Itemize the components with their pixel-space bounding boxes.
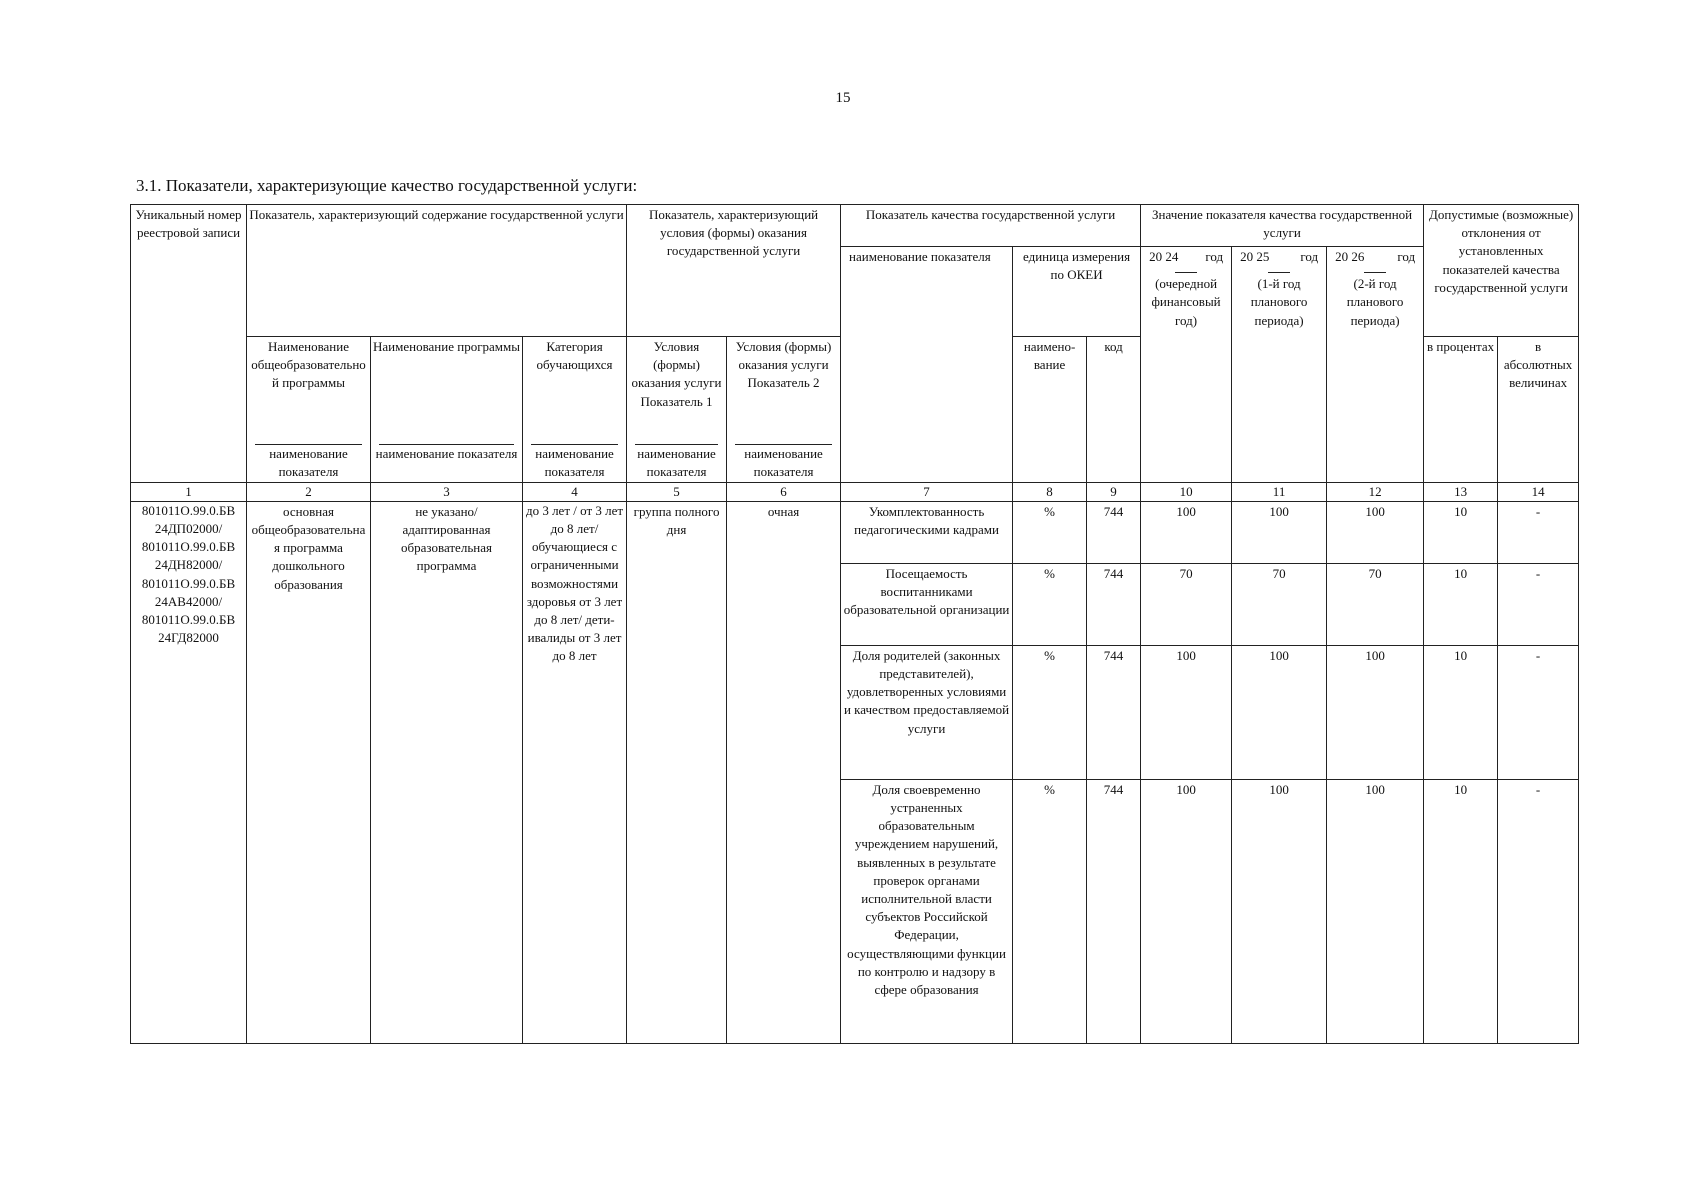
header-indicator-name-4: наименование показателя — [523, 443, 627, 483]
header-unit: единица измерения по ОКЕИ — [1013, 247, 1141, 337]
indicator-deviation-absolute: - — [1498, 645, 1579, 779]
indicator-code: 744 — [1087, 563, 1141, 645]
registry-number: 801011О.99.0.БВ 24ДП02000/ 801011О.99.0.БВ 24ДН82000/ 801011О.99.0.БВ 24АВ42000/ 801011О.99.0.БВ 24ГД82000 — [131, 501, 247, 1043]
column-number: 5 — [627, 482, 727, 501]
indicator-deviation-absolute: - — [1498, 501, 1579, 563]
indicator-deviation-percent: 10 — [1424, 779, 1498, 1043]
header-program-type: Наименование общеобразовательной программы — [247, 337, 371, 443]
column-number: 13 — [1424, 482, 1498, 501]
header-year-2024 — [1141, 247, 1232, 483]
indicator-unit: % — [1013, 563, 1087, 645]
column-number: 12 — [1327, 482, 1424, 501]
year-2024-label: (очередной финансовый год) — [1151, 276, 1221, 328]
column-number: 1 — [131, 482, 247, 501]
column-number: 10 — [1141, 482, 1232, 501]
indicator-value-2024: 100 — [1141, 779, 1232, 1043]
column-number: 11 — [1232, 482, 1327, 501]
indicator-deviation-absolute: - — [1498, 779, 1579, 1043]
header-indicator-name-2: наименование показателя — [247, 443, 371, 483]
column-number: 3 — [371, 482, 523, 501]
indicator-value-2026: 100 — [1327, 645, 1424, 779]
indicator-value-2026: 100 — [1327, 501, 1424, 563]
indicator-name: Доля родителей (законных представителей), удовлетворенных условиями и качеством предоставляемой услуги — [841, 645, 1013, 779]
header-quality-group: Показатель качества государственной услуги — [841, 205, 1141, 247]
category: до 3 лет / от 3 лет до 8 лет/ обучающиеся с ограниченными возможностями здоровья от 3 лет до 8 лет/ дети-ивалиды от 3 лет до 8 лет — [523, 501, 627, 1043]
header-deviation-group: Допустимые (возможные) отклонения от установленных показателей качества государственной услуги — [1424, 205, 1579, 337]
indicator-value-2024: 70 — [1141, 563, 1232, 645]
year-2024-word: год — [1205, 249, 1224, 264]
indicator-value-2025: 70 — [1232, 563, 1327, 645]
column-numbers-row — [131, 482, 1579, 501]
indicator-deviation-absolute: - — [1498, 563, 1579, 645]
header-deviation-percent: в процентах — [1424, 337, 1498, 483]
header-registry-number: Уникальный номер реестровой записи — [131, 205, 247, 483]
year-2026-number: 20 26 — [1335, 249, 1365, 264]
header-indicator-name-5: наименование показателя — [627, 443, 727, 483]
header-year-2025 — [1232, 247, 1327, 483]
indicator-name: Доля своевременно устраненных образовательным учреждением нарушений, выявленных в результате проверок органами исполнительной власти субъектов Российской Федерации, осуществляющими функции по контролю и надзору в сфере образования — [841, 779, 1013, 1043]
year-2025-word: год — [1300, 249, 1319, 264]
program: не указано/ адаптированная образовательная программа — [371, 501, 523, 1043]
column-number: 9 — [1087, 482, 1141, 501]
column-number: 7 — [841, 482, 1013, 501]
indicator-code: 744 — [1087, 501, 1141, 563]
year-2025-label: (1-й год планового периода) — [1250, 276, 1308, 328]
indicator-unit: % — [1013, 645, 1087, 779]
year-2024-number: 20 24 — [1149, 249, 1179, 264]
indicator-value-2025: 100 — [1232, 645, 1327, 779]
header-indicator-name-3: наименование показателя — [371, 443, 523, 483]
indicator-value-2025: 100 — [1232, 501, 1327, 563]
indicator-deviation-percent: 10 — [1424, 563, 1498, 645]
column-number: 4 — [523, 482, 627, 501]
column-number: 14 — [1498, 482, 1579, 501]
page-number: 15 — [835, 90, 851, 106]
quality-indicators-table — [130, 204, 1579, 1044]
header-condition-2: Условия (формы) оказания услуги Показатель 2 — [727, 337, 841, 443]
year-2026-label: (2-й год планового периода) — [1346, 276, 1404, 328]
header-unit-code: код — [1087, 337, 1141, 483]
indicator-code: 744 — [1087, 779, 1141, 1043]
indicator-unit: % — [1013, 501, 1087, 563]
program-type: основная общеобразовательная программа дошкольного образования — [247, 501, 371, 1043]
table-row — [131, 501, 1579, 563]
indicator-unit: % — [1013, 779, 1087, 1043]
header-unit-name: наимено-вание — [1013, 337, 1087, 483]
indicator-name: Укомплектованность педагогическими кадрами — [841, 501, 1013, 563]
condition-2: очная — [727, 501, 841, 1043]
indicator-deviation-percent: 10 — [1424, 501, 1498, 563]
header-indicator-name: наименование показателя — [841, 247, 1013, 483]
indicator-value-2024: 100 — [1141, 645, 1232, 779]
column-number: 2 — [247, 482, 371, 501]
year-2026-word: год — [1397, 249, 1416, 264]
indicator-value-2026: 100 — [1327, 779, 1424, 1043]
indicator-deviation-percent: 10 — [1424, 645, 1498, 779]
header-year-2026 — [1327, 247, 1424, 483]
header-program: Наименование программы — [371, 337, 523, 443]
indicator-value-2026: 70 — [1327, 563, 1424, 645]
header-deviation-absolute: в абсолютных величинах — [1498, 337, 1579, 483]
year-2025-number: 20 25 — [1240, 249, 1270, 264]
indicator-code: 744 — [1087, 645, 1141, 779]
indicator-value-2025: 100 — [1232, 779, 1327, 1043]
indicator-name: Посещаемость воспитанниками образовательной организации — [841, 563, 1013, 645]
header-indicator-name-6: наименование показателя — [727, 443, 841, 483]
header-values-group: Значение показателя качества государственной услуги — [1141, 205, 1424, 247]
header-category: Категория обучающихся — [523, 337, 627, 443]
header-condition-1: Условия (формы) оказания услуги Показатель 1 — [627, 337, 727, 443]
condition-1: группа полного дня — [627, 501, 727, 1043]
header-conditions-group: Показатель, характеризующий условия (формы) оказания государственной услуги — [627, 205, 841, 337]
header-content-group: Показатель, характеризующий содержание государственной услуги — [247, 205, 627, 337]
section-title: 3.1. Показатели, характеризующие качество государственной услуги: — [136, 176, 638, 195]
column-number: 8 — [1013, 482, 1087, 501]
column-number: 6 — [727, 482, 841, 501]
indicator-value-2024: 100 — [1141, 501, 1232, 563]
